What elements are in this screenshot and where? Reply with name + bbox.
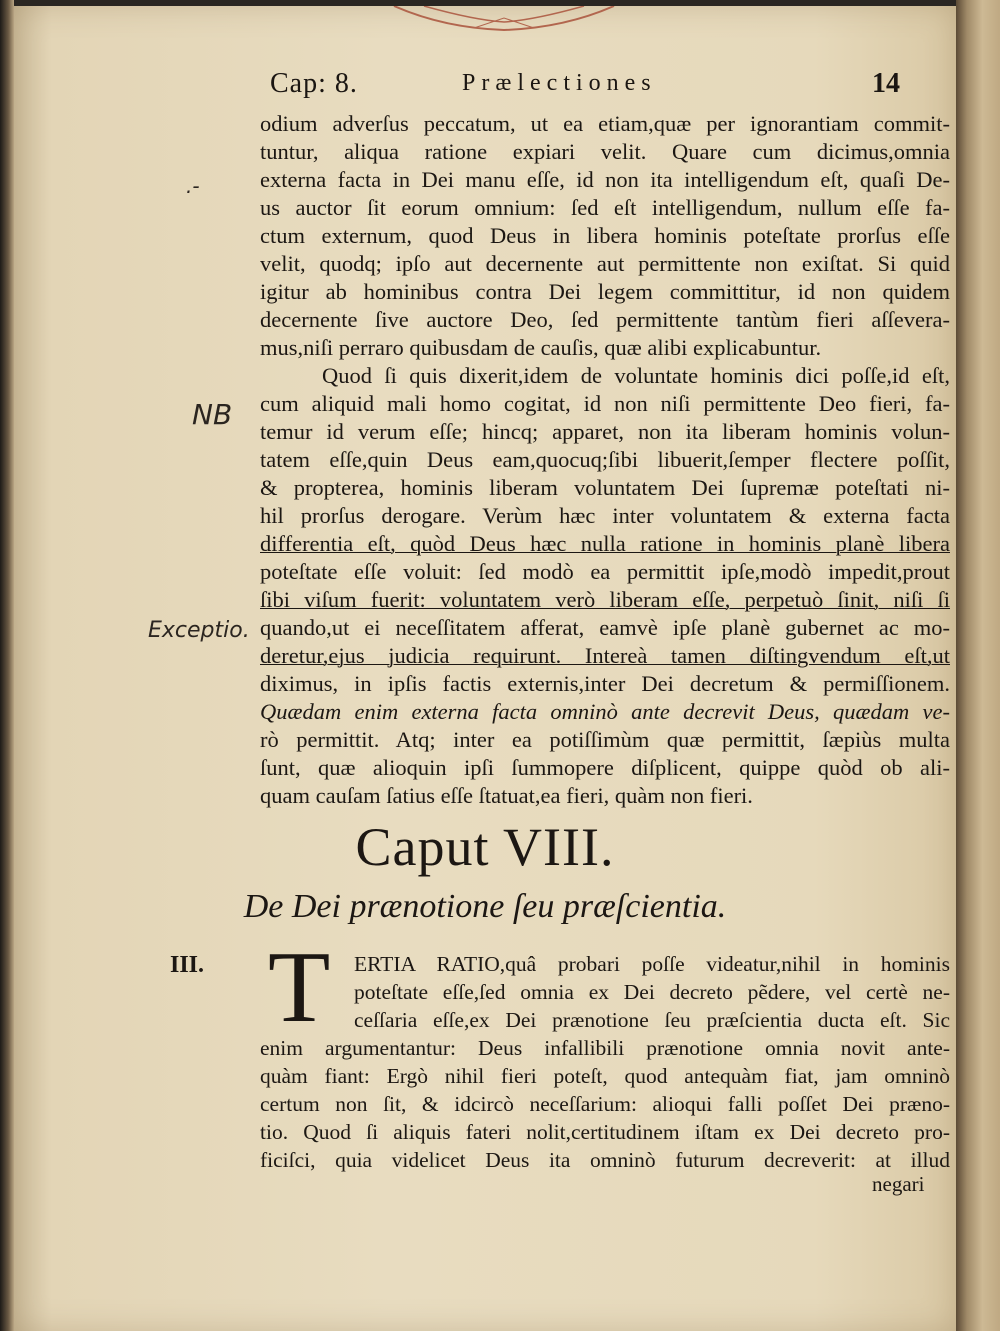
book-page	[14, 6, 956, 1331]
text-line: us auctor ſit eorum omnium: ſed eſt intelligendum, nullum eſſe fa-	[260, 195, 950, 220]
section-indented-lines	[354, 950, 950, 1034]
text-line: diximus, in ipſis factis externis,inter Dei decretum & permiſſionem.	[260, 671, 950, 696]
text-line: hil prorſus derogare. Verùm hæc inter voluntatem & externa facta	[260, 503, 950, 528]
text-line: decernente ſive auctore Deo, ſed permittente tantùm fieri aſſevera-	[260, 307, 950, 332]
text-line: Quædam enim externa facta omninò ante decrevit Deus, quædam ve-	[260, 699, 950, 724]
text-line: velit, quodq; ipſo aut decernente aut permittente non exiſtat. Si quid	[260, 251, 950, 276]
margin-note-exceptio: Exceptio.	[148, 618, 250, 643]
margin-mark: .-	[186, 174, 200, 198]
section-full-lines	[260, 1034, 950, 1174]
section-number: III.	[170, 952, 205, 978]
margin-note-nb: NB	[192, 398, 233, 431]
text-line-underlined: ſibi viſum fuerit: voluntatem verò liberam eſſe, perpetuò ſinit, niſi ſi	[260, 587, 950, 612]
facing-page-edge	[956, 0, 1000, 1331]
text-line: ſunt, quæ alioquin ipſi ſummopere diſplicent, quippe quòd ob ali-	[260, 755, 950, 780]
chapter-subtitle: De Dei prænotione ſeu præſcientia.	[243, 888, 727, 925]
book-left-edge	[0, 0, 14, 1331]
catchword: negari	[872, 1172, 925, 1196]
page-number: 14	[872, 68, 900, 99]
text-line: ERTIA RATIO,quâ probari poſſe videatur,nihil in hominis	[354, 952, 950, 976]
text-line: certum non ſit, & idcircò neceſſarium: alioqui falli poſſet Dei præno-	[260, 1092, 950, 1116]
text-line: Quod ſi quis dixerit,idem de voluntate hominis dici poſſe,id eſt,	[322, 363, 950, 388]
running-head-chapter: Cap: 8.	[270, 68, 358, 99]
text-line: tio. Quod ſi aliquis fateri nolit,certitudinem iſtam ex Dei decreto pro-	[260, 1120, 950, 1144]
text-line: tuntur, aliqua ratione expiari velit. Quare cum dicimus,omnia	[260, 139, 950, 164]
text-line: quam cauſam ſatius eſſe ſtatuat,ea fieri, quàm non fieri.	[260, 783, 753, 808]
text-line-underlined: deretur,ejus judicia requirunt. Intereà tamen diſtingvendum eſt,ut	[260, 643, 950, 668]
text-line: odium adverſus peccatum, ut ea etiam,quæ per ignorantiam commit-	[260, 111, 950, 136]
chapter-title: Caput VIII.	[355, 817, 615, 877]
text-line: poteſtate eſſe voluit: ſed modò ea permittit ipſe,modò impedit,prout	[260, 559, 950, 584]
paragraph-continued	[260, 110, 950, 810]
text-line: temur id verum eſſe; hincq; apparet, non ita liberam hominis volun-	[260, 419, 950, 444]
text-line: rò permittit. Atq; inter ea potiſſimùm quæ permittit, ſæpiùs multa	[260, 727, 950, 752]
running-head	[14, 68, 956, 108]
text-line: enim argumentantur: Deus infallibili prænotione omnia novit ante-	[260, 1036, 950, 1060]
text-line: ficiſci, quia videlicet Deus ita omninò futurum decreverit: at illud	[260, 1148, 950, 1172]
text-line: cum aliquid mali homo cogitat, id non niſi permittente Deo fieri, fa-	[260, 391, 950, 416]
top-ornament-icon	[384, 6, 624, 32]
text-line: igitur ab hominibus contra Dei legem committitur, id non quidem	[260, 279, 950, 304]
text-line: & propterea, hominis liberam voluntatem Dei ſupremæ poteſtati ni-	[260, 475, 950, 500]
running-head-title: Prælectiones	[462, 70, 657, 96]
text-line: quando,ut ei neceſſitatem afferat, eamvè ipſe planè gubernet ac mo-	[260, 615, 950, 640]
text-line: ctum externum, quod Deus in libera hominis poteſtate prorſus eſſe	[260, 223, 950, 248]
text-line: externa facta in Dei manu eſſe, id non ita intelligendum eſt, quaſi De-	[260, 167, 950, 192]
text-line-underlined: differentia eſt, quòd Deus hæc nulla ratione in hominis planè libera	[260, 531, 950, 556]
text-line: tatem eſſe,quin Deus eam,quocuq;ſibi libuerit,ſemper flectere poſſit,	[260, 447, 950, 472]
text-line: mus,niſi perraro quibusdam de cauſis, quæ alibi explicabuntur.	[260, 335, 822, 360]
text-line: poteſtate eſſe,ſed omnia ex Dei decreto pẽdere, vel certè ne-	[354, 980, 950, 1004]
text-line: ceſſaria eſſe,ex Dei prænotione ſeu præſcientia ducta eſt. Sic	[354, 1008, 950, 1032]
text-line: quàm fiant: Ergò nihil fieri poteſt, quod antequàm fiat, jam omninò	[260, 1064, 950, 1088]
drop-cap: T	[268, 931, 331, 1044]
